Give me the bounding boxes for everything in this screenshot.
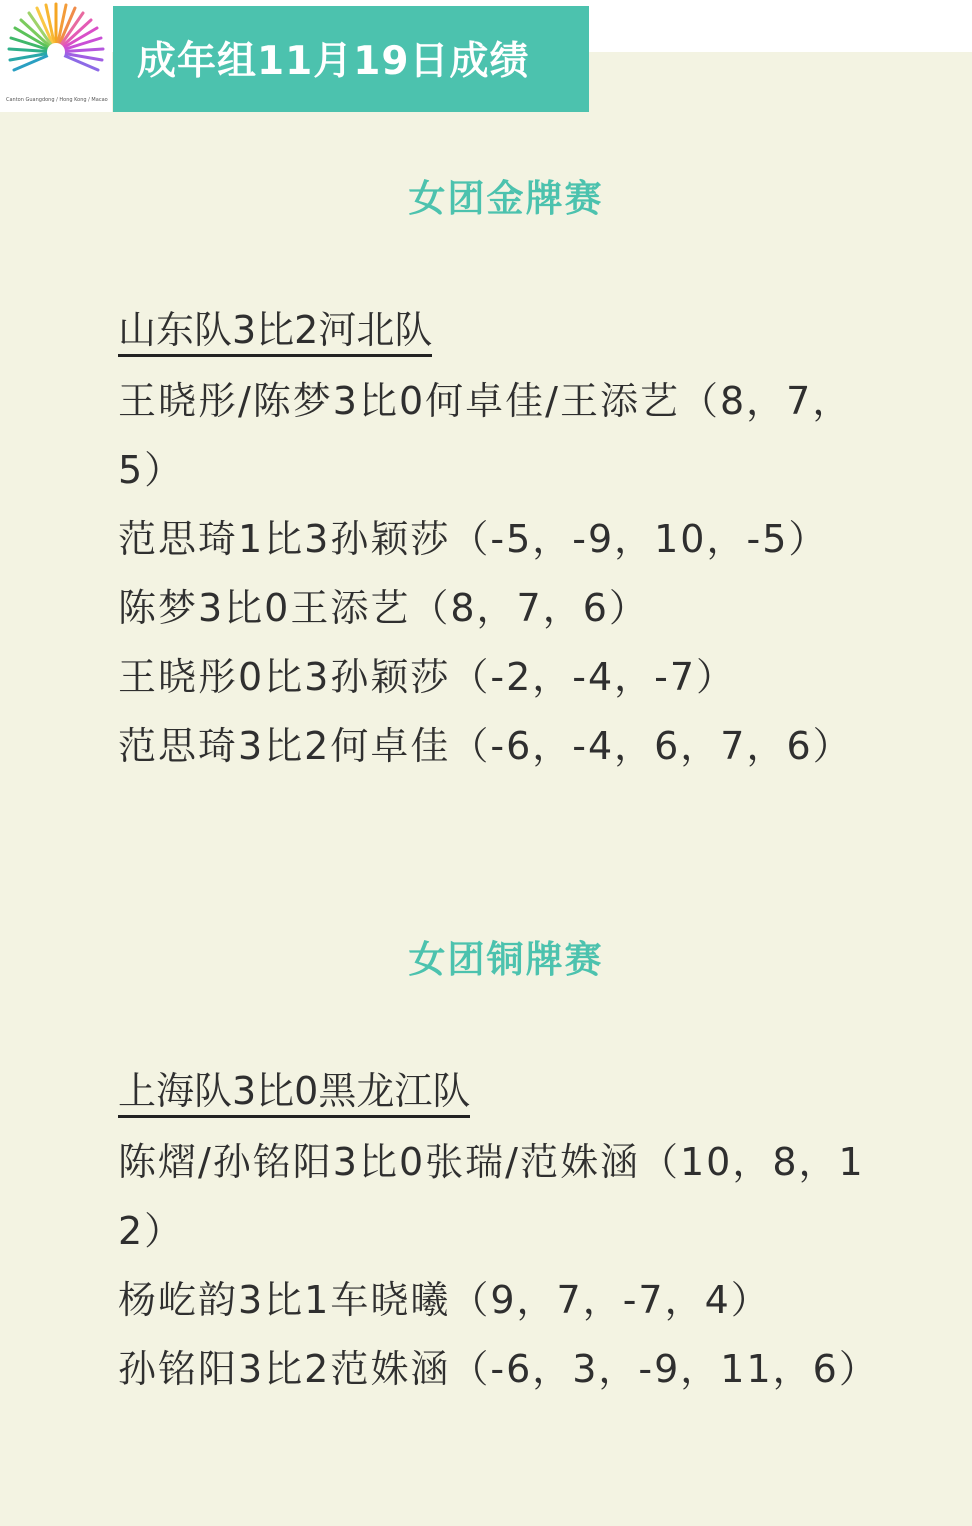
- team-result-bronze: 上海队3比0黑龙江队: [118, 1069, 470, 1118]
- match-result: 王晓彤/陈梦3比0何卓佳/王添艺（8，7，5）: [118, 379, 853, 492]
- section-title-bronze: 女团铜牌赛: [408, 938, 604, 981]
- page-title: 成年组11月19日成绩: [137, 39, 530, 84]
- match-result: 杨屹韵3比1车晓曦（9，7，-7，4）: [118, 1278, 771, 1322]
- content-panel-left: [0, 112, 112, 1526]
- match-result: 陈梦3比0王添艺（8，7，6）: [118, 586, 649, 630]
- match-result: 王晓彤0比3孙颖莎（-2，-4，-7）: [118, 655, 737, 699]
- match-result: 陈熠/孙铭阳3比0张瑞/范姝涵（10，8，12）: [118, 1140, 865, 1253]
- title-bar: [113, 6, 589, 112]
- match-result: 范思琦3比2何卓佳（-6，-4，6，7，6）: [118, 724, 853, 768]
- match-result: 范思琦1比3孙颖莎（-5，-9，10，-5）: [118, 517, 829, 561]
- games-emblem-icon: [4, 0, 108, 96]
- section-title-gold: 女团金牌赛: [408, 177, 604, 220]
- team-result-gold: 山东队3比2河北队: [118, 308, 432, 357]
- logo: [0, 0, 112, 112]
- logo-caption: Canton Guangdong / Hong Kong / Macao: [6, 97, 108, 103]
- match-result: 孙铭阳3比2范姝涵（-6，3，-9，11，6）: [118, 1347, 879, 1391]
